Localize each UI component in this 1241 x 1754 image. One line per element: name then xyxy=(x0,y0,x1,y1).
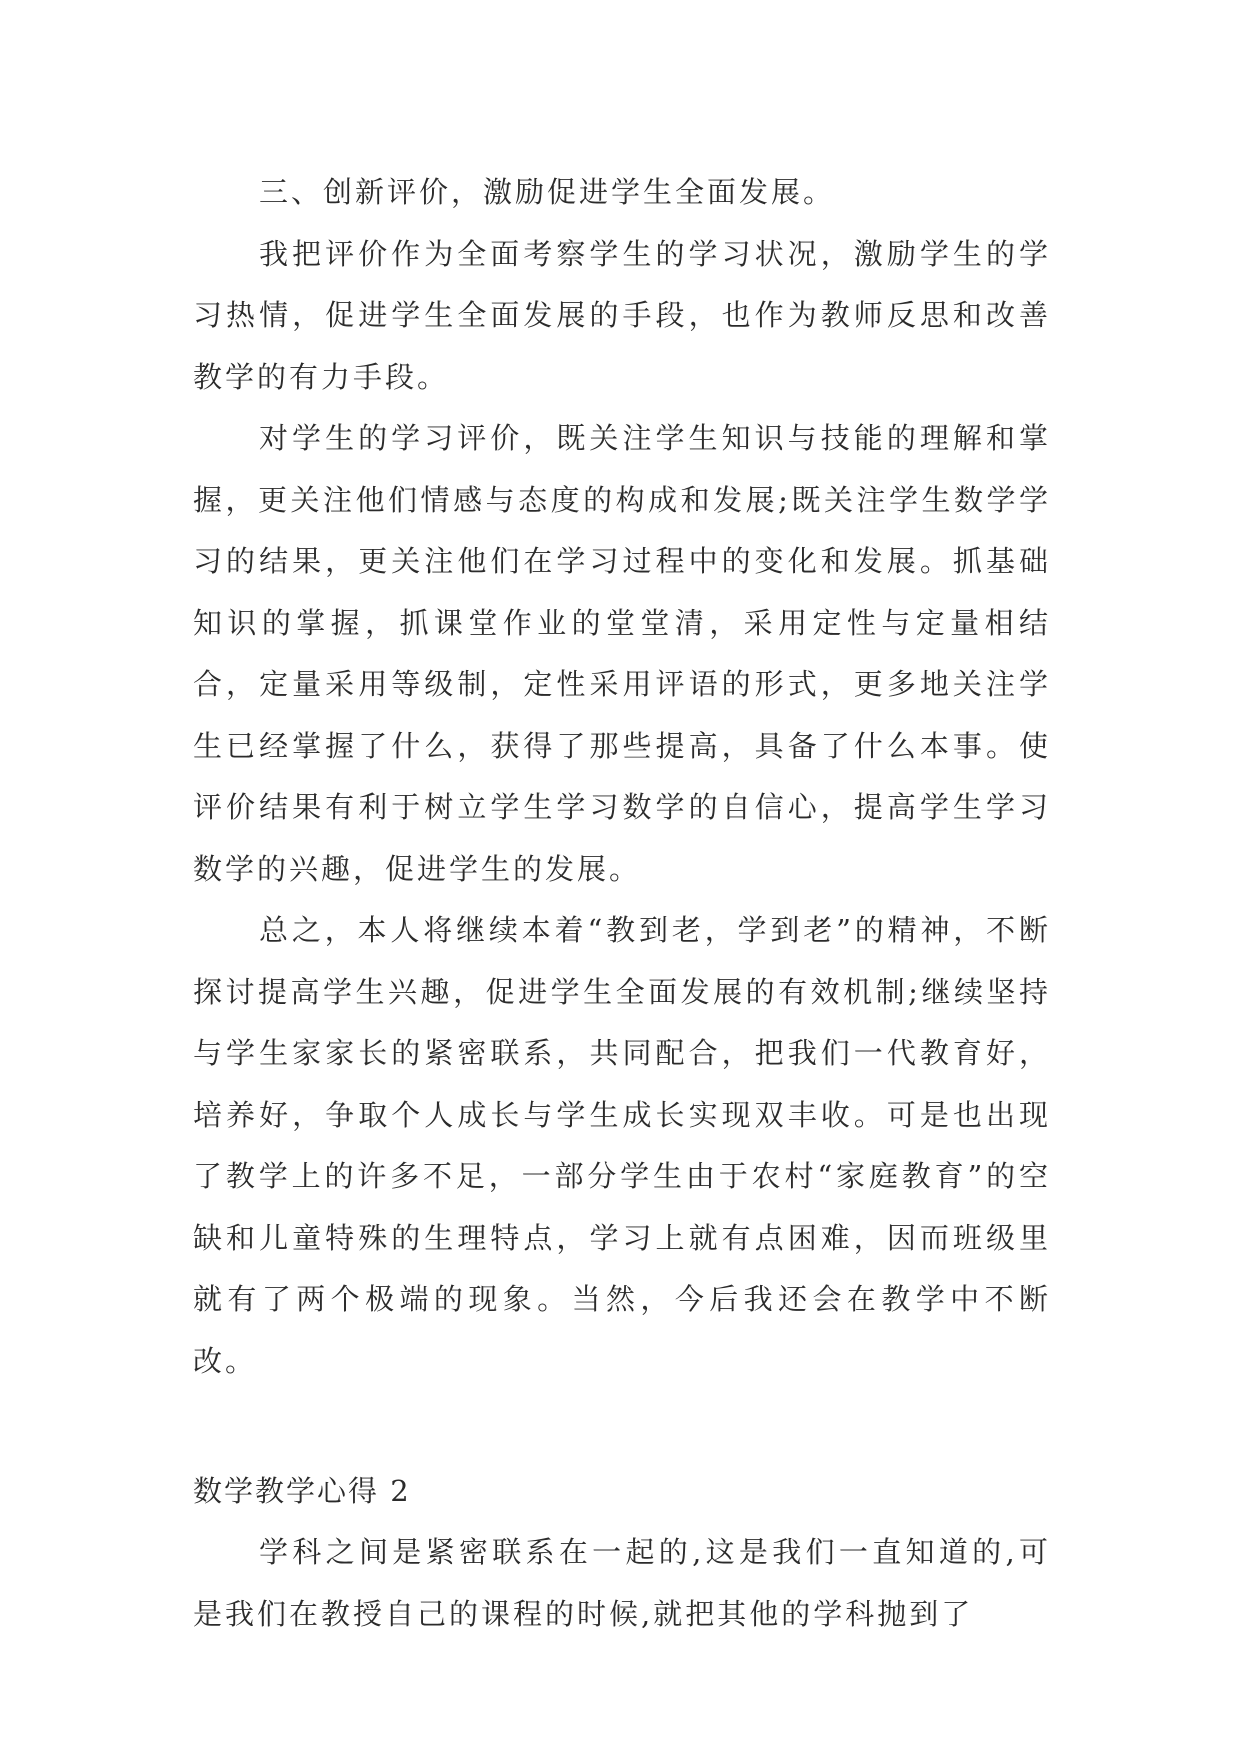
paragraph: 我把评价作为全面考察学生的学习状况，激励学生的学习热情，促进学生全面发展的手段，也作为教师反思和改善教学的有力手段。 xyxy=(193,236,1051,394)
paragraph: 总之，本人将继续本着“教到老，学到老”的精神，不断探讨提高学生兴趣，促进学生全面发展的有效机制;继续坚持与学生家家长的紧密联系，共同配合，把我们一代教育好，培养好，争取个人成长与学生成长实现双丰收。可是也出现了教学上的许多不足，一部分学生由于农村“家庭教育”的空缺和儿童特殊的生理特点，学习上就有点困难，因而班级里就有了两个极端的现象。当然，今后我还会在教学中不断改。 xyxy=(193,913,1051,1378)
section-heading: 三、创新评价，激励促进学生全面发展。 xyxy=(259,175,836,209)
document-body xyxy=(193,162,1051,1645)
paragraph: 对学生的学习评价，既关注学生知识与技能的理解和掌握，更关注他们情感与态度的构成和发展;既关注学生数学学习的结果，更关注他们在学习过程中的变化和发展。抓基础知识的掌握，抓课堂作业的堂堂清，采用定性与定量相结合，定量采用等级制，定性采用评语的形式，更多地关注学生已经掌握了什么，获得了那些提高，具备了什么本事。使评价结果有利于树立学生学习数学的自信心，提高学生学习数学的兴趣，促进学生的发展。 xyxy=(193,421,1051,886)
section-title: 数学教学心得 2 xyxy=(193,1474,411,1508)
paragraph: 学科之间是紧密联系在一起的,这是我们一直知道的,可是我们在教授自己的课程的时候,就把其他的学科抛到了 xyxy=(193,1535,1051,1631)
